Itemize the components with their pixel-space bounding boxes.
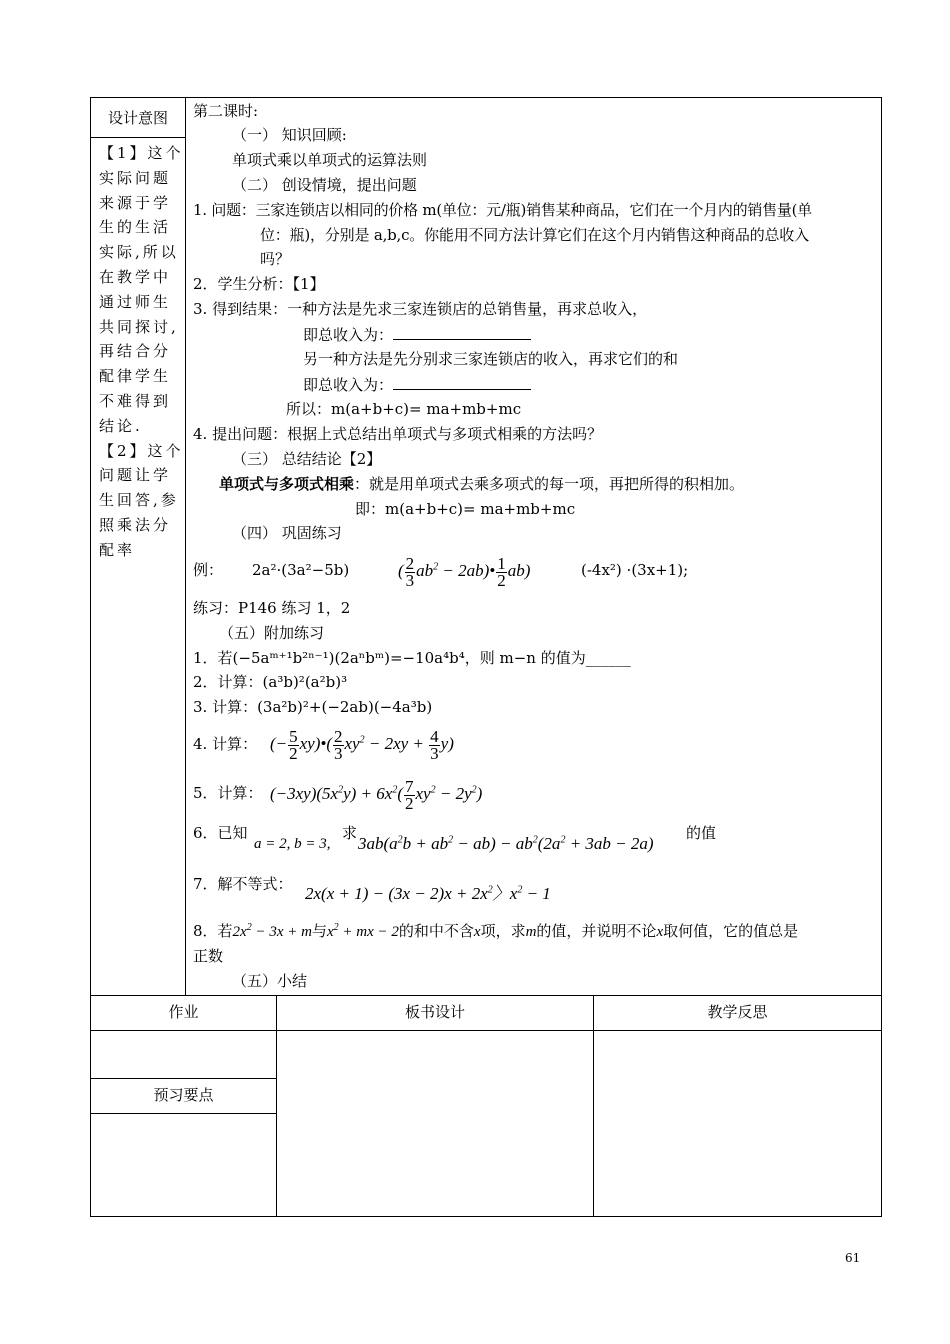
exercise-6-qiu: 求 bbox=[342, 824, 358, 842]
question4: 4. 提出问题：根据上式总结出单项式与多项式相乘的方法吗？ bbox=[193, 425, 603, 443]
question1-line2: 位：瓶)，分别是 a,b,c。你能用不同方法计算它们在这个月内销售这种商品的总收入 bbox=[260, 226, 809, 244]
design-intent-line: 【1】这个 bbox=[99, 144, 184, 162]
rule-text: ：就是用单项式去乘多项式的每一项，再把所得的积相加。 bbox=[354, 475, 745, 493]
example-label: 例： bbox=[193, 561, 224, 579]
design-intent-line: 生的生活 bbox=[99, 218, 172, 237]
design-intent-notes bbox=[99, 141, 184, 563]
part5-heading: （五）附加练习 bbox=[219, 624, 325, 642]
ex8-var-x-1: x bbox=[473, 924, 481, 940]
design-intent-line: 实际,所以 bbox=[99, 243, 179, 262]
exercise-8-line1 bbox=[193, 921, 798, 942]
bottom-section-divider bbox=[90, 995, 882, 996]
ex8-var-x-2: x bbox=[656, 924, 664, 940]
exercise-6-tail: 的值 bbox=[686, 824, 717, 842]
design-intent-line: 再结合分 bbox=[99, 342, 172, 361]
homework-header: 作业 bbox=[168, 1003, 199, 1021]
design-intent-line: 共同探讨, bbox=[99, 317, 179, 336]
answer-blank-1[interactable] bbox=[393, 324, 531, 340]
answer-blank-2[interactable] bbox=[393, 374, 531, 390]
ex8-part-a: 8．若 bbox=[193, 922, 233, 940]
design-intent-line: 【2】这个 bbox=[99, 441, 184, 460]
design-intent-line: 不难得到 bbox=[99, 391, 172, 410]
exercise-6-expression: $3ab(a^2b + ab^2 - ab) - ab^2(2a^2 + 3ab - 2a)$ bbox=[358, 834, 654, 853]
exercise-6-label: 6．已知 bbox=[193, 824, 248, 842]
example-1: 2a²·(3a²−5b) bbox=[252, 561, 350, 579]
practice: 练习：P146 练习 1，2 bbox=[193, 599, 351, 617]
question3-line2 bbox=[303, 324, 531, 345]
total-income-label-1: 即总收入为： bbox=[303, 326, 394, 344]
ex8-part-b: 与 bbox=[311, 922, 327, 940]
part6-heading: （五）小结 bbox=[232, 972, 308, 990]
example-3: (-4x²) ·(3x+1); bbox=[581, 561, 689, 579]
design-intent-line: 配率 bbox=[99, 540, 136, 559]
ex8-poly-1: $2x^2 - 3x + m$ bbox=[232, 922, 312, 940]
ex8-var-m: m bbox=[525, 924, 537, 940]
rule-bold-term: 单项式与多项式相乘 bbox=[219, 475, 355, 493]
exercise-8-line2: 正数 bbox=[193, 947, 224, 965]
question3-line1: 3. 得到结果：一种方法是先求三家连锁店的总销售量，再求总收入， bbox=[193, 300, 648, 318]
bottom-col-divider-2 bbox=[593, 995, 594, 1217]
design-intent-line: 实际问题 bbox=[99, 168, 172, 187]
design-intent-line: 配律学生 bbox=[99, 367, 172, 386]
question3-line4 bbox=[303, 374, 531, 395]
sidebar-heading-divider bbox=[90, 137, 186, 138]
question3-line3: 另一种方法是先分别求三家连锁店的收入，再求它们的和 bbox=[303, 350, 679, 368]
rule-formula: 即：m(a+b+c)= ma+mb+mc bbox=[355, 500, 576, 518]
preview-top-divider bbox=[90, 1078, 277, 1079]
question1-line1: 1. 问题：三家连锁店以相同的价格 m(单位：元/瓶)销售某种商品，它们在一个月内的销售量(单 bbox=[193, 201, 812, 219]
part4-heading: （四） 巩固练习 bbox=[232, 524, 342, 542]
ex8-part-f: 取何值，它的值总是 bbox=[663, 922, 799, 940]
exercise-1: 1．若(−5aᵐ⁺¹b²ⁿ⁻¹)(2aⁿbᵐ)=−10a⁴b⁴，则 m−n 的值为______ bbox=[193, 649, 631, 667]
exercise-7-label: 7．解不等式： bbox=[193, 875, 293, 893]
ex8-part-e: 的值，并说明不论 bbox=[536, 922, 657, 940]
question3-line5: 所以：m(a+b+c)= ma+mb+mc bbox=[286, 400, 522, 418]
design-intent-line: 在教学中 bbox=[99, 267, 172, 286]
exercise-4-expression: (− $\frac{5}{2}$ xy)•( $\frac{2}{3}$ $xy^2 - 2xy$ + $\frac{4}{3}$ y) bbox=[270, 726, 454, 763]
exercise-5-expression: $(-3xy)(5x^2y) + 6x^2$( $\frac{7}{2}$ $xy^2 - 2y^2$) bbox=[270, 776, 483, 813]
preview-points-header: 预习要点 bbox=[153, 1086, 214, 1104]
page-number: 61 bbox=[845, 1251, 861, 1265]
part2-heading: （二） 创设情境，提出问题 bbox=[232, 176, 417, 194]
design-intent-line: 问题让学 bbox=[99, 466, 172, 485]
exercise-3: 3. 计算：(3a²b)²+(−2ab)(−4a³b) bbox=[193, 698, 433, 716]
exercise-2: 2．计算：(a³b)²(a²b)³ bbox=[193, 673, 348, 691]
preview-bottom-divider bbox=[90, 1113, 277, 1114]
sidebar-heading: 设计意图 bbox=[107, 109, 168, 127]
question1-line3: 吗？ bbox=[260, 250, 291, 268]
ex8-part-d: 项，求 bbox=[480, 922, 526, 940]
design-intent-line: 生回答,参 bbox=[99, 491, 179, 510]
teaching-reflection-header: 教学反思 bbox=[707, 1003, 768, 1021]
ex8-part-c: 的和中不含 bbox=[398, 922, 474, 940]
exercise-7-inequality: $2x(x + 1) - (3x - 2)x + 2x^2$〉$x^2 - 1$ bbox=[305, 884, 551, 903]
exercise-6-condition: a = 2, b = 3, bbox=[254, 836, 331, 852]
board-design-header: 板书设计 bbox=[404, 1003, 465, 1021]
bottom-header-divider bbox=[90, 1030, 882, 1031]
question2: 2．学生分析：【1】 bbox=[193, 275, 325, 293]
design-intent-line: 通过师生 bbox=[99, 292, 172, 311]
exercise-4-label: 4. 计算： bbox=[193, 735, 258, 753]
bottom-col-divider-1 bbox=[276, 995, 277, 1217]
design-intent-line: 来源于学 bbox=[99, 193, 172, 212]
sidebar-divider bbox=[185, 97, 186, 995]
lesson-title: 第二课时: bbox=[193, 102, 259, 120]
total-income-label-2: 即总收入为： bbox=[303, 376, 394, 394]
part1-text: 单项式乘以单项式的运算法则 bbox=[232, 151, 428, 169]
design-intent-line: 照乘法分 bbox=[99, 515, 172, 534]
design-intent-line: 结论. bbox=[99, 416, 143, 435]
ex8-poly-2: $x^2$ + mx − 2 bbox=[326, 922, 399, 940]
part3-heading: （三） 总结结论【2】 bbox=[232, 450, 382, 468]
rule-statement bbox=[219, 474, 744, 494]
example-2: ( $\frac{2}{3}$ $ab^2$ − 2ab)• $\frac{1}{2}$ ab) bbox=[398, 553, 531, 590]
part1-heading: （一） 知识回顾: bbox=[232, 126, 347, 144]
exercise-5-label: 5．计算： bbox=[193, 784, 263, 802]
